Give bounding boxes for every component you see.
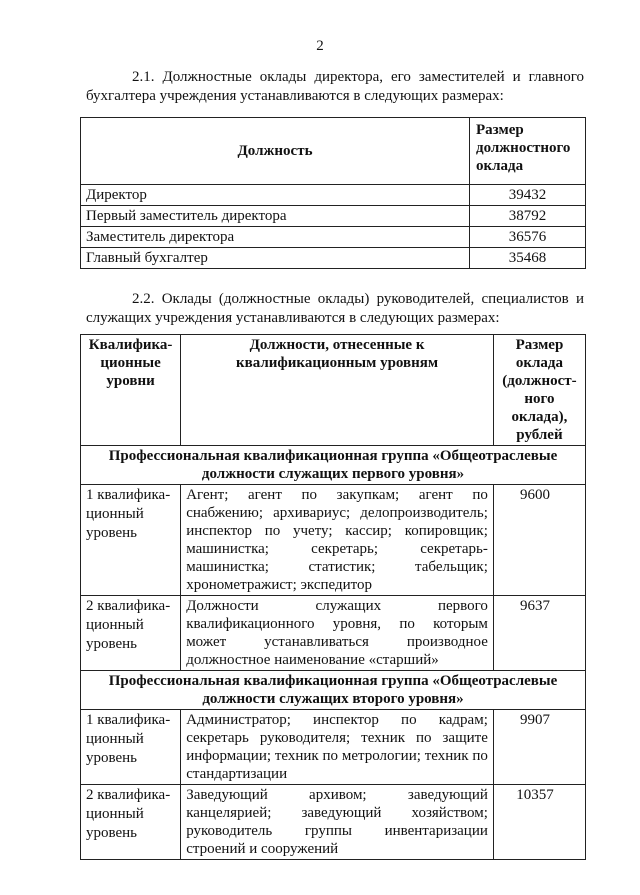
column-header-level: Квалифика-ционные уровни xyxy=(81,335,181,446)
level-cell: 2 квалифика-ционный уровень xyxy=(81,596,181,671)
table-row xyxy=(81,248,586,269)
salary-cell: 38792 xyxy=(470,206,586,227)
salary-cell: 9600 xyxy=(493,485,585,596)
salary-cell: 35468 xyxy=(470,248,586,269)
level-cell: 1 квалифика-ционный уровень xyxy=(81,485,181,596)
director-salaries-table xyxy=(80,117,586,269)
section-2-2-text: 2.2. Оклады (должностные оклады) руководителей, специалистов и служащих учреждения устанавливаются в следующих размерах: xyxy=(86,291,584,326)
level-cell: 2 квалифика-ционный уровень xyxy=(81,785,181,860)
staff-salaries-table xyxy=(80,334,586,860)
positions-cell: Администратор; инспектор по кадрам; секретарь руководителя; техник по защите информации; техник по метрологии; техник по стандартизации xyxy=(181,710,494,785)
position-cell: Заместитель директора xyxy=(81,227,470,248)
group-title-row xyxy=(81,446,586,485)
position-cell: Главный бухгалтер xyxy=(81,248,470,269)
salary-cell: 36576 xyxy=(470,227,586,248)
table-row xyxy=(81,206,586,227)
table-row xyxy=(81,710,586,785)
positions-cell: Должности служащих первого квалификационного уровня, по которым может устанавливаться производное должностное наименование «старший» xyxy=(181,596,494,671)
table-header-row xyxy=(81,335,586,446)
level-cell: 1 квалифика-ционный уровень xyxy=(81,710,181,785)
salary-cell: 10357 xyxy=(493,785,585,860)
column-header-positions: Должности, отнесенные к квалификационным уровням xyxy=(181,335,494,446)
salary-cell: 9637 xyxy=(493,596,585,671)
table-row xyxy=(81,185,586,206)
table-row xyxy=(81,485,586,596)
salary-cell: 9907 xyxy=(493,710,585,785)
page-number: 2 xyxy=(316,38,324,54)
column-header-salary: Размер оклада (должност-ного оклада), рублей xyxy=(493,335,585,446)
position-cell: Первый заместитель директора xyxy=(81,206,470,227)
table-row xyxy=(81,596,586,671)
positions-cell: Заведующий архивом; заведующий канцелярией; заведующий хозяйством; руководитель группы инвентаризации строений и сооружений xyxy=(181,785,494,860)
column-header-salary: Размер должностного оклада xyxy=(470,118,586,185)
position-cell: Директор xyxy=(81,185,470,206)
section-2-1-text: 2.1. Должностные оклады директора, его заместителей и главного бухгалтера учреждения устанавливаются в следующих размерах: xyxy=(86,69,584,104)
salary-cell: 39432 xyxy=(470,185,586,206)
table-row xyxy=(81,227,586,248)
group-title: Профессиональная квалификационная группа «Общеотраслевые должности служащих первого уровня» xyxy=(81,446,586,485)
table-row xyxy=(81,785,586,860)
group-title: Профессиональная квалификационная группа «Общеотраслевые должности служащих второго уровня» xyxy=(81,671,586,710)
table-header-row xyxy=(81,118,586,185)
positions-cell: Агент; агент по закупкам; агент по снабжению; архивариус; делопроизводитель; инспектор по учету; кассир; копировщик; машинистка; секретарь; секретарь-машинистка; статистик; табельщик; хронометражист; экспедитор xyxy=(181,485,494,596)
column-header-position: Должность xyxy=(81,118,470,185)
group-title-row xyxy=(81,671,586,710)
